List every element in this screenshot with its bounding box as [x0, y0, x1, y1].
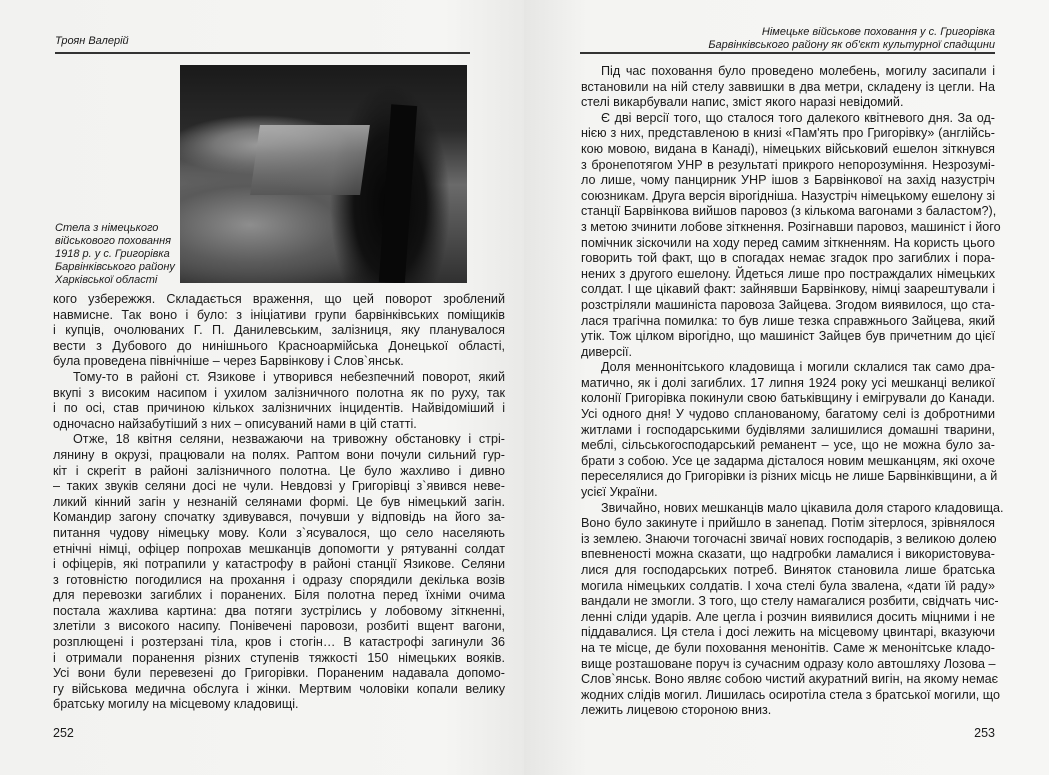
running-header-author: Троян Валерій — [55, 35, 129, 47]
text-line: нених з другого ешелону. Йдеться лише про постраждалих німецьких — [581, 266, 995, 281]
left-page — [0, 0, 524, 775]
stele-stone — [250, 125, 370, 195]
header-line-2: Барвінківського району як об'єкт культурної спадщини — [708, 39, 995, 51]
text-line: із землею. Знаючи тогочасні звичаї нових господарів, з великою долею — [581, 531, 997, 546]
text-line: станції Барвінкова вийшов паровоз (з кількома вагонами з баластом?), — [581, 204, 997, 219]
text-line: Доля меннонітського кладовища і могили склалися так само дра- — [601, 360, 995, 375]
text-line: матично, як і долі загиблих. 17 липня 1924 року усі мешканці великої — [581, 375, 995, 390]
caption-line: 1918 р. у с. Григорівка — [55, 247, 170, 260]
page-number: 253 — [974, 726, 995, 740]
text-line: вище розташоване поруч із сучасним одразу коло автошляху Лозова – — [581, 656, 996, 671]
text-line: Отже, 18 квітня селяни, незважаючи на тривожну обстановку і стрі- — [73, 432, 505, 447]
text-line: лася трагічна помилка: то був лише тезка справжнього Зайцева, який — [581, 313, 995, 328]
header-rule — [55, 52, 470, 54]
text-line: нією з них, представленою в книзі «Пам'ять про Григорівку» (англійсь- — [581, 126, 995, 141]
text-line: – таких звуків селяни досі не чули. Невдовзі у Григорівці з`явився неве- — [53, 479, 505, 494]
caption-line: Барвінківського району — [55, 260, 175, 273]
text-line: гу військова медична обслуга і жінки. Мертвим чоловіки копали велику — [53, 681, 505, 696]
text-line: вандали не змогли. З того, що стелу намагалися розбити, свідчать чис- — [581, 594, 999, 609]
text-line: питання чудову німецьку мову. Коли з`ясувалося, що село населяють — [53, 525, 505, 540]
caption-line: військового поховання — [55, 234, 172, 247]
text-line: для перевозки загиблих і поранених. Біля полотна перед їхніми очима — [53, 588, 505, 603]
text-line: на те місце, де були поховання менонітів. Саме ж менонітське кладо- — [581, 640, 995, 655]
paragraph — [53, 432, 505, 713]
text-line: постала жахлива картина: два потяги зустрілись у лобовому зіткненні, — [53, 603, 505, 618]
text-line: житлами і господарськими будівлями залишилися домашні тварини, — [581, 422, 995, 437]
text-line: розплющені і розтерзані тіла, кров і стогін… В катастрофі загинули 36 — [53, 635, 505, 650]
paragraph — [581, 64, 995, 111]
text-line: стелі викарбували напис, зміст якого наразі невідомий. — [581, 95, 904, 110]
text-line: меблі, сільськогосподарський реманент – усе, що не можна було за- — [581, 438, 995, 453]
text-line: утік. Тож цілком вірогідно, що машиніст Зайцев був причетним до цієї — [581, 329, 995, 344]
text-line: могила німецьких солдатів. І хоча стелі була звалена, «дати їй раду» — [581, 578, 995, 593]
text-line: піддавалися. Ця стела і досі лежить на місцевому цвинтарі, вказуючи — [581, 625, 995, 640]
text-line: ликий кінний загін у незнаній селянами формі. Це був німецький загін. — [53, 494, 505, 509]
text-line: впевненості можна сказати, що надгробки ламалися і використовува- — [581, 547, 995, 562]
text-line: була проведена північніше – через Барвінкову і Слов`янськ. — [53, 354, 404, 369]
text-line: кого узбережжя. Складається враження, що цей поворот зроблений — [53, 292, 505, 306]
text-line: вести з Дубового до нинішнього Красноармійська Донецької області, — [53, 338, 505, 353]
text-line: з метою зчинити лобове зіткнення. Розігнавши паровоз, машиніст і його — [581, 219, 1001, 234]
right-page — [524, 0, 1049, 775]
text-line: Усі одного дня! У чудово спланованому, багатому селі із добротними — [581, 407, 995, 422]
text-line: і по осі, став причиною кількох залізничних інцидентів. Найвідоміший і — [53, 401, 505, 416]
figure-caption — [55, 222, 175, 287]
text-line: Є дві версії того, що сталося того далекого квітневого дня. За од- — [601, 110, 995, 125]
text-line: союзникам. Друга версія вірогідніша. Назустріч німецькому ешелону зі — [581, 188, 995, 203]
text-line: і офіцерів, які потрапили у катастрофу в районі станції Язикове. Селяни — [53, 557, 505, 572]
text-line: з бронепотягом УНР в результаті прикрого непорозуміння. Незрозумі- — [581, 157, 995, 172]
paragraph — [53, 370, 505, 432]
body-text — [53, 292, 505, 713]
running-header-title — [708, 26, 995, 52]
text-line: диверсії. — [581, 344, 633, 359]
text-line: Воно було закинуте і прийшло в занепад. Потім зітерлося, зрівнялося — [581, 516, 995, 531]
header-line-1: Німецьке військове поховання у с. Григорівка — [761, 26, 995, 38]
stele-photo — [180, 65, 467, 283]
text-line: брати з собою. Усе це задарма дісталося новим мешканцям, які охоче — [581, 453, 995, 468]
text-line: навмисне. Так воно і було: з ініціативи групи барвінківських поміщиків — [53, 307, 505, 322]
text-line: вкупі з високим насипом і ухилом залізничного полотна як по руху, так — [53, 385, 505, 400]
page-number: 252 — [53, 726, 74, 740]
text-line: лянину в окрузі, працювали на полях. Раптом вони почули сильний гур- — [53, 447, 505, 462]
paragraph — [581, 110, 1001, 361]
paragraph — [53, 292, 505, 370]
header-rule — [580, 52, 995, 54]
paragraph — [581, 360, 998, 500]
text-line: встановили на ній стелу заввишки в два метри, складену із цегли. На — [581, 79, 995, 94]
text-line: Усі вони були перевезені до Григорівки. Пораненим надавала допомо- — [53, 666, 505, 681]
text-line: помічник зіскочили на ходу перед самим зіткненням. На користь цього — [581, 235, 995, 250]
text-line: усієї України. — [581, 485, 658, 500]
text-line: солдат. І ще цікавий факт: зайнявши Барвінкову, німці заарештували і — [581, 282, 995, 297]
text-line: кою мовою, видана в Канаді), німецьких військовий ешелон зіткнувся — [581, 141, 995, 156]
text-line: розстріляли машиніста паровоза Зайцева. Згодом виявилося, що ста- — [581, 297, 995, 312]
text-line: ленні сліди ударів. Але цегла і розчин виявилися досить міцними і не — [581, 609, 995, 624]
text-line: лежить лицевою стороною вниз. — [581, 703, 772, 718]
text-line: Командир загону спочатку здивувався, почувши у відповідь на його за- — [53, 510, 505, 525]
text-line: ло лише, чому панцирник УНР ішов з Барвінкової на захід назустріч — [581, 173, 995, 188]
text-line: одночасно найзабутіший з них – описуваний нами в цій статті. — [53, 416, 417, 431]
tree-trunk — [379, 104, 417, 283]
paragraph — [581, 500, 1004, 719]
text-line: етнічні німці, офіцер попрохав мешканців допомогти у рятуванні солдат — [53, 541, 505, 556]
caption-line: Харківської області — [55, 273, 158, 286]
text-line: Тому-то в районі ст. Язикове і утворився небезпечний поворот, який — [73, 369, 505, 384]
text-line: колонії Григорівка покинули свою батьківщину і емігрували до Канади. — [581, 391, 995, 406]
text-line: лися для господарських потреб. Виняток становила лише братська — [581, 563, 995, 577]
caption-line: Стела з німецького — [55, 222, 159, 234]
text-line: жодних слідів могил. Лишилась осиротіла стела з братської могили, що — [581, 687, 1000, 702]
text-line: Звичайно, нових мешканців мало цікавила доля старого кладовища. — [601, 500, 1004, 515]
text-line: і отримали поранення різних ступенів тяжкості 150 німецьких вояків. — [53, 650, 505, 665]
text-line: Під час поховання було проведено молебень, могилу засипали і — [601, 64, 995, 78]
body-text — [581, 64, 1004, 719]
text-line: кіт і скрегіт в районі залізничного полотна. Це було жахливо і дивно — [53, 463, 505, 478]
text-line: переселялися до Григорівки із різних місць не лише Барвінківщини, а й — [581, 469, 998, 484]
text-line: з готовністю погодилися на прохання і одразу спорядили декілька возів — [53, 572, 505, 587]
text-line: говорить той факт, що в спогадах немає згадок про загиблих і пора- — [581, 251, 995, 266]
text-line: Слов`янськ. Воно являє собою чистий акуратний вигін, на якому немає — [581, 672, 999, 687]
text-line: злетіли з високого насипу. Понівечені паровози, розбиті вщент вагони, — [53, 619, 505, 634]
text-line: братську могилу на місцевому кладовищі. — [53, 697, 299, 712]
text-line: і купців, очолюваних Г. П. Данилевським, залізниця, яку планувалося — [53, 323, 505, 338]
